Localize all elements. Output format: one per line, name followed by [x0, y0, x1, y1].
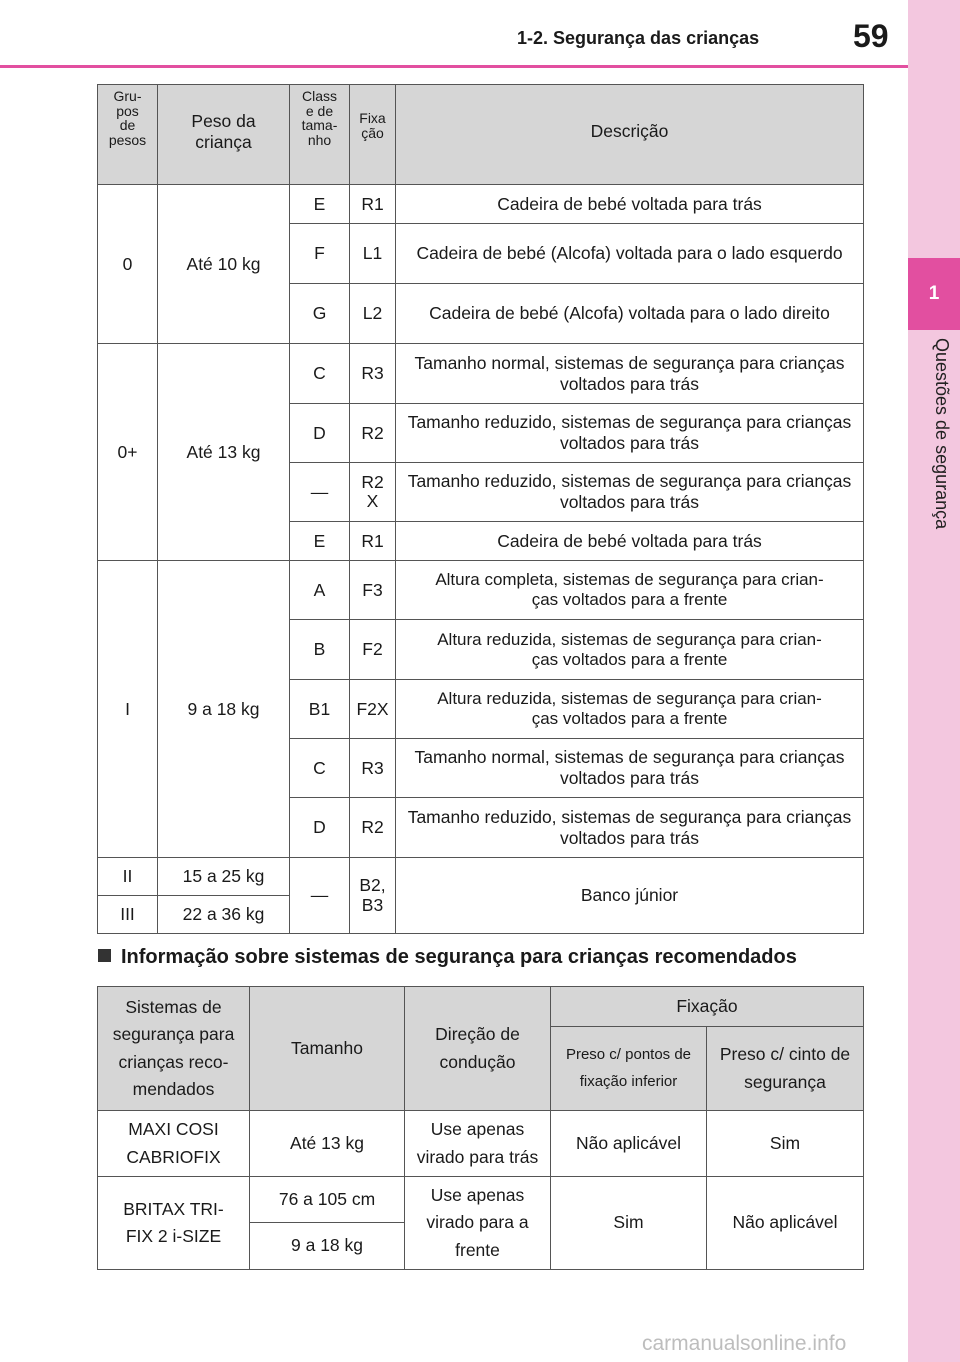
- description-cell: Tamanho reduzido, sistemas de segurança para crianças voltados para trás: [396, 798, 864, 858]
- class-cell: A: [290, 561, 350, 620]
- fixation-cell: R2: [350, 404, 396, 463]
- fixation-cell: L2: [350, 284, 396, 344]
- class-cell: C: [290, 739, 350, 798]
- description-cell: Altura reduzida, sistemas de segurança para crian- ças voltados para a frente: [396, 680, 864, 739]
- description-cell: Tamanho normal, sistemas de segurança para crianças voltados para trás: [396, 739, 864, 798]
- header-seat-belt: Preso c/ cinto de segurança: [707, 1027, 864, 1111]
- description-cell: Tamanho reduzido, sistemas de segurança para crianças voltados para trás: [396, 404, 864, 463]
- seat-belt-cell: Não aplicável: [707, 1177, 864, 1270]
- class-cell: B1: [290, 680, 350, 739]
- weight-cell: 9 a 18 kg: [158, 561, 290, 858]
- fixation-cell: F2X: [350, 680, 396, 739]
- class-cell: D: [290, 798, 350, 858]
- header-group: Gru- pos de pesos: [98, 85, 158, 185]
- square-bullet-icon: [98, 949, 111, 962]
- class-cell: C: [290, 344, 350, 404]
- class-cell: —: [290, 463, 350, 522]
- section-title: 1-2. Segurança das crianças: [517, 28, 760, 48]
- system-cell: BRITAX TRI- FIX 2 i-SIZE: [98, 1177, 250, 1270]
- side-tab-label: Questões de segurança: [932, 338, 952, 530]
- class-cell: F: [290, 224, 350, 284]
- section-heading: [98, 946, 797, 969]
- group-cell: 0+: [98, 344, 158, 561]
- class-cell: —: [290, 858, 350, 934]
- header-lower-points: Preso c/ pontos de fixação inferior: [551, 1027, 707, 1111]
- size-cell: 9 a 18 kg: [250, 1223, 405, 1270]
- header-divider: [0, 65, 908, 68]
- fixation-cell: L1: [350, 224, 396, 284]
- system-cell: MAXI COSI CABRIOFIX: [98, 1111, 250, 1177]
- fixation-cell: R3: [350, 739, 396, 798]
- recommended-seats-table: [97, 986, 864, 1270]
- group-cell: II: [98, 858, 158, 896]
- header-direction: Direção de condução: [405, 987, 551, 1111]
- fixation-cell: F2: [350, 620, 396, 680]
- side-tab: [908, 0, 960, 1362]
- header-fixation: Fixa ção: [350, 85, 396, 185]
- description-cell: Banco júnior: [396, 858, 864, 934]
- weight-cell: Até 10 kg: [158, 185, 290, 344]
- header-weight: Peso da criança: [158, 85, 290, 185]
- class-cell: E: [290, 522, 350, 561]
- weight-cell: Até 13 kg: [158, 344, 290, 561]
- fixation-cell: F3: [350, 561, 396, 620]
- description-cell: Altura reduzida, sistemas de segurança para crian- ças voltados para a frente: [396, 620, 864, 680]
- class-cell: D: [290, 404, 350, 463]
- description-cell: Cadeira de bebé (Alcofa) voltada para o lado esquerdo: [396, 224, 864, 284]
- header-size: Tamanho: [250, 987, 405, 1111]
- header-systems: Sistemas de segurança para crianças reco- mendados: [98, 987, 250, 1111]
- description-cell: Tamanho reduzido, sistemas de segurança para crianças voltados para trás: [396, 463, 864, 522]
- section-heading-text: Informação sobre sistemas de segurança para crianças recomendados: [121, 946, 797, 968]
- weight-cell: 15 a 25 kg: [158, 858, 290, 896]
- page-number: 59: [853, 18, 889, 54]
- watermark: carmanualsonline.info: [642, 1332, 847, 1355]
- lower-points-cell: Não aplicável: [551, 1111, 707, 1177]
- size-cell: Até 13 kg: [250, 1111, 405, 1177]
- seat-belt-cell: Sim: [707, 1111, 864, 1177]
- header-fixation: Fixação: [551, 987, 864, 1027]
- direction-cell: Use apenas virado para a frente: [405, 1177, 551, 1270]
- fixation-cell: R3: [350, 344, 396, 404]
- class-cell: B: [290, 620, 350, 680]
- description-cell: Cadeira de bebé voltada para trás: [396, 522, 864, 561]
- group-cell: I: [98, 561, 158, 858]
- lower-points-cell: Sim: [551, 1177, 707, 1270]
- weight-group-table: [97, 84, 864, 934]
- direction-cell: Use apenas virado para trás: [405, 1111, 551, 1177]
- class-cell: E: [290, 185, 350, 224]
- fixation-cell: R1: [350, 522, 396, 561]
- header-size-class: Class e de tama- nho: [290, 85, 350, 185]
- fixation-cell: B2, B3: [350, 858, 396, 934]
- fixation-cell: R2: [350, 798, 396, 858]
- group-cell: 0: [98, 185, 158, 344]
- fixation-cell: R1: [350, 185, 396, 224]
- description-cell: Cadeira de bebé voltada para trás: [396, 185, 864, 224]
- description-cell: Cadeira de bebé (Alcofa) voltada para o lado direito: [396, 284, 864, 344]
- size-cell: 76 a 105 cm: [250, 1177, 405, 1223]
- side-tab-number: 1: [908, 258, 960, 330]
- description-cell: Tamanho normal, sistemas de segurança para crianças voltados para trás: [396, 344, 864, 404]
- weight-cell: 22 a 36 kg: [158, 896, 290, 934]
- class-cell: G: [290, 284, 350, 344]
- header-description: Descrição: [396, 85, 864, 185]
- fixation-cell: R2 X: [350, 463, 396, 522]
- group-cell: III: [98, 896, 158, 934]
- description-cell: Altura completa, sistemas de segurança para crian- ças voltados para a frente: [396, 561, 864, 620]
